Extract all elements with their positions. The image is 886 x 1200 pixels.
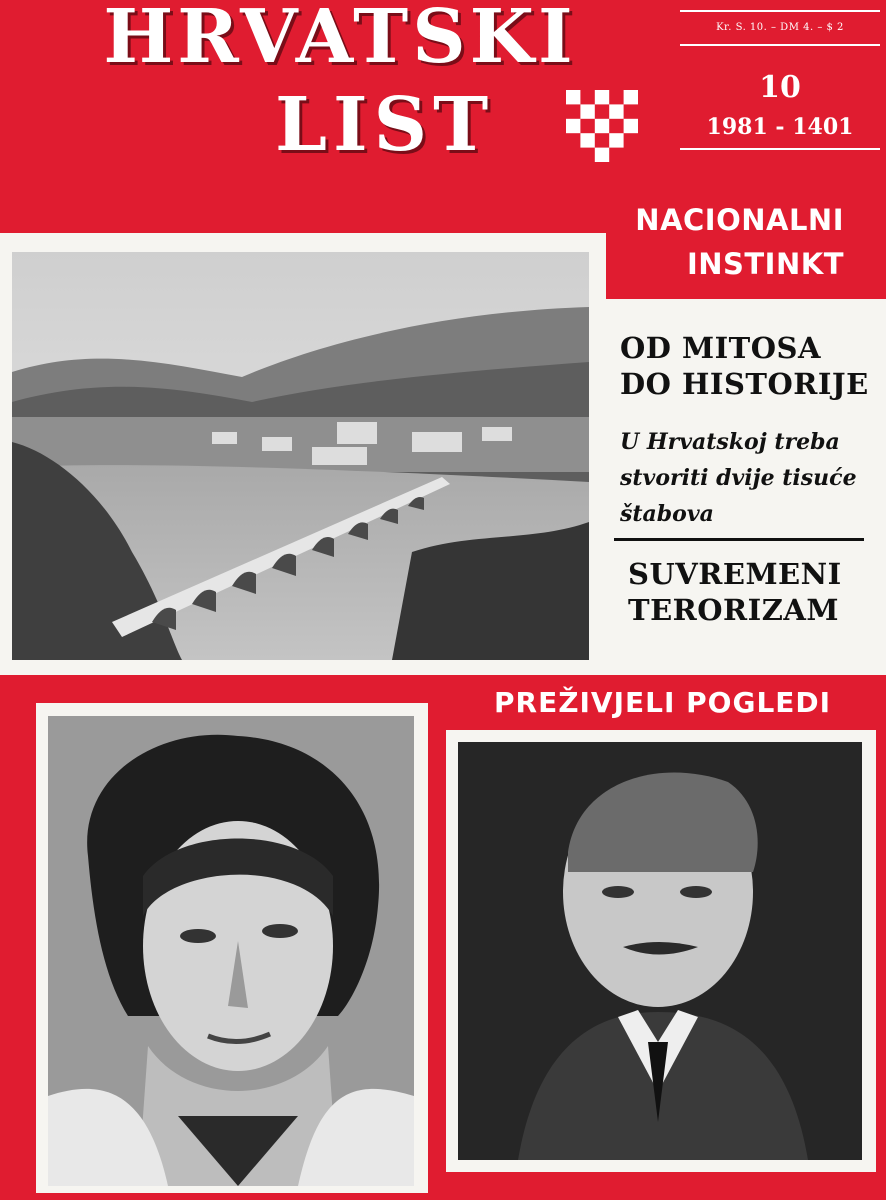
bottom-section-title: PREŽIVJELI POGLEDI <box>494 686 832 719</box>
checkerboard-emblem-icon <box>566 90 638 162</box>
masthead-title-line2: LIST <box>275 82 495 168</box>
bridge-landscape-photo <box>12 252 589 660</box>
headline-suvremeni-terorizam: SUVREMENI TERORIZAM <box>628 557 842 627</box>
portrait-photo-left <box>48 716 414 1186</box>
masthead-rule-mid <box>680 44 880 46</box>
masthead-rule-top <box>680 10 880 12</box>
issue-years: 1981 - 1401 <box>706 114 854 140</box>
headline-divider <box>614 538 864 541</box>
feature-title: NACIONALNI INSTINKT <box>635 203 844 281</box>
headline-od-mitosa: OD MITOSA DO HISTORIJE <box>620 331 869 401</box>
price-line: Kr. S. 10. – DM 4. – $ 2 <box>716 22 844 33</box>
issue-number: 10 <box>759 70 801 105</box>
masthead-rule-bottom <box>680 148 880 150</box>
masthead-title-line1: HRVATSKI <box>103 0 577 80</box>
portrait-photo-right <box>458 742 862 1160</box>
headline-hrvatskoj-stabova: U Hrvatskoj treba stvoriti dvije tisuće štabova <box>620 429 857 527</box>
